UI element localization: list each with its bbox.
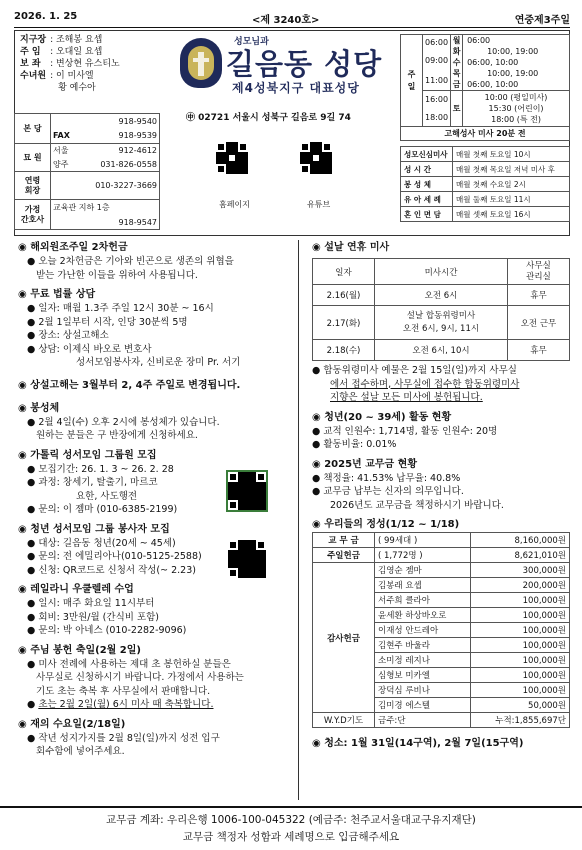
issue-number: <제 3240호> bbox=[252, 15, 320, 26]
parish-logo bbox=[180, 38, 222, 88]
section-title: ◉ 해외원조주일 2차헌금 bbox=[18, 242, 128, 253]
column-divider bbox=[298, 240, 299, 800]
homepage-qr-icon[interactable] bbox=[216, 142, 248, 174]
lunar-new-year-table: 일자 미사시간 사무실 관리실 2.16(월) 오전 6시 휴무 2.17(화) 설날 합동위령미사 오전 6시, 9시, 11시 오전 근무 2.18(수) 오전 6시, 10시 휴무 bbox=[312, 258, 570, 361]
youth-signup-qr-icon[interactable] bbox=[228, 540, 266, 578]
homepage-label: 홈페이지 bbox=[219, 200, 250, 209]
youtube-qr-icon[interactable] bbox=[300, 142, 332, 174]
footer-account: 교무금 계좌: 우리은행 1006-100-045322 (예금주: 천주교서울대교구유지재단) 교무금 책정자 성함과 세례명으로 입금해주세요 bbox=[0, 806, 582, 850]
issue-date: 2026. 1. 25 bbox=[14, 11, 78, 22]
liturgical-week: 연중제3주일 bbox=[514, 15, 570, 26]
staff-list: 지구장 : 조해봉 요셉 주 임 : 오대일 요셉 보 좌 : 변상현 유스티노 수녀원 : 이 미사엘 황 예수아 bbox=[20, 35, 120, 93]
right-column: ◉ 설날 연휴 미사 일자 미사시간 사무실 관리실 2.16(월) 오전 6시 휴무 2.17(화) 설날 합동위령미사 오전 6시, 9시, 11시 오전 근무 2.18(수) 오전 6시, 10시 휴무 ● 합동위령미사 예물은 2월 15일(일)까지 사무실 에서 접수하며, 사무실에 접수한 합동위령미사 지향은 설날 모든 미사에 봉헌됩니다. ◉ 청년(20 ~ 39세) 활동 현황 ● 교적 인원수: 1,714명, 활동 인원수: 20명 ● 활동비율: 0.01% ◉ 2025년 교무금 현황 ● 책정율: 41.53% 납무율: 40.8% ● 교무금 납부는 신자의 의무입니다. 2026년도 교무금을 책정하시기 바랍니다. ◉ 우리들의 정성(1/12 ~ 1/18) 교 무 금 ( 99세대 ) 8,160,000원 주일헌금 ( 1,772명 ) 8,621,010원 감사헌금 김영순 젬마 300,000원 김봉래 요셉 200,000원 서주희 클라아 100,000원 윤세환 하상바오로 100,000원 이재성 안드레아 100,000원 김현주 바울라 100,000원 소미정 레지나 100,000원 심형보 미카엘 100,000원 장덕심 루비나 100,000원 김미경 에스텔 50,000원 W.Y.D기도 금주:단 누적:1,855,697단 ◉ 청소: 1월 31일(14구역), 2월 7일(15구역) bbox=[312, 235, 570, 751]
contact-table: 본 당 918-9540 FAX 918-9539 묘 원 서울 912-4612 양주 031-826-0558 연령 회장 010-3227-3669 가정 간호사 교육관 지하 1층 918-9547 bbox=[14, 113, 160, 230]
offering-table: 교 무 금 ( 99세대 ) 8,160,000원 주일헌금 ( 1,772명 ) 8,621,010원 감사헌금 김영순 젬마 300,000원 김봉래 요셉 200,000원 서주희 클라아 100,000원 윤세환 하상바오로 100,000원 이재성 안드레아 100,000원 김현주 바울라 100,000원 소미정 레지나 100,000원 심형보 미카엘 100,000원 장덕심 루비나 100,000원 김미경 에스텔 50,000원 W.Y.D기도 금주:단 누적:1,855,697단 bbox=[312, 532, 570, 728]
left-column: ◉ 해외원조주일 2차헌금 ● 오늘 2차헌금은 기아와 빈곤으로 생존의 위협을 받는 가난한 이들을 위하여 사용됩니다. ◉ 무료 법률 상담 ● 일자: 매월 1.3주 주일 12시 30분 ~ 16시 ● 2월 1일부터 시작, 인당 30분씩 5명 ● 장소: 상설고해소 ● 상담: 이제식 바오로 변호사 성서모임봉사자, 신비로운 장미 Pr. 서기 ◉ 상설고해는 3월부터 2, 4주 주일로 변경됩니다. ◉ 봉성체 ● 2월 4일(수) 오후 2시에 봉성체가 있습니다. 원하는 분들은 구 반장에게 신청하세요. ◉ 가톨릭 성서모임 그룹원 모집 ● 모집기간: 26. 1. 3 ~ 26. 2. 28 ● 과정: 창세기, 탈출기, 마르코 요한, 사도행전 ● 문의: 이 젬마 (010-6385-2199) ◉ 청년 성서모임 그룹 봉사자 모집 ● 대상: 길음동 청년(20세 ~ 45세) ● 문의: 전 에밀리아나(010-5125-2588) ● 신청: QR코드로 신청서 작성(~ 2.23) ◉ 레일라니 우쿨렐레 수업 ● 일시: 매주 화요일 11시부터 ● 회비: 3만원/월 (간식비 포함) ● 문의: 박 아네스 (010-2282-9096) ◉ 주님 봉헌 축일(2월 2일) ● 미사 전례에 사용하는 제대 초 봉헌하실 분들은 사무실로 신청하시기 바랍니다. 가정에서 사용하는 기도 초는 축복 후 사무실에서 판매합니다. ● 초는 2월 2일(월) 6시 미사 때 축복합니다. ◉ 재의 수요일(2/18일) ● 작년 성지가지를 2월 8일(일)까지 성전 입구 회수함에 넣어주세요. bbox=[18, 235, 294, 759]
youtube-label: 유튜브 bbox=[307, 200, 331, 209]
confession-note: 고해성사 미사 20분 전 bbox=[401, 127, 570, 141]
church-address: ㊥ 02721 서울시 성북구 길음로 9길 74 bbox=[186, 113, 351, 123]
issue-header bbox=[14, 8, 570, 28]
church-subtitle: 제4성북지구 대표성당 bbox=[232, 81, 360, 95]
bible-study-qr-icon[interactable] bbox=[228, 472, 266, 510]
monthly-events: 성모신심미사 매월 첫째 토요일 10시 성 시 간 매월 첫째 목요일 저녁 미사 후 봉 성 체 매월 첫째 수요일 2시 유 아 세 례 매월 둘째 토요일 11시 혼 인 면 담 매월 셋째 토요일 16시 bbox=[400, 146, 570, 222]
church-motto: 성모님과 bbox=[234, 37, 269, 47]
mass-schedule: 주 일 06:00 월 화 수 목 금 06:00 10:00, 19:00 06:00, 10:00 10:00, 19:00 06:00, 10:00 09:00 11:00 16:00 토 10:00 (평일미사) 15:30 (어린이) 18:00 (특 전) 18:00 고해성사 미사 20분 전 bbox=[400, 34, 570, 141]
church-name: 길음동 성당 bbox=[226, 47, 383, 81]
